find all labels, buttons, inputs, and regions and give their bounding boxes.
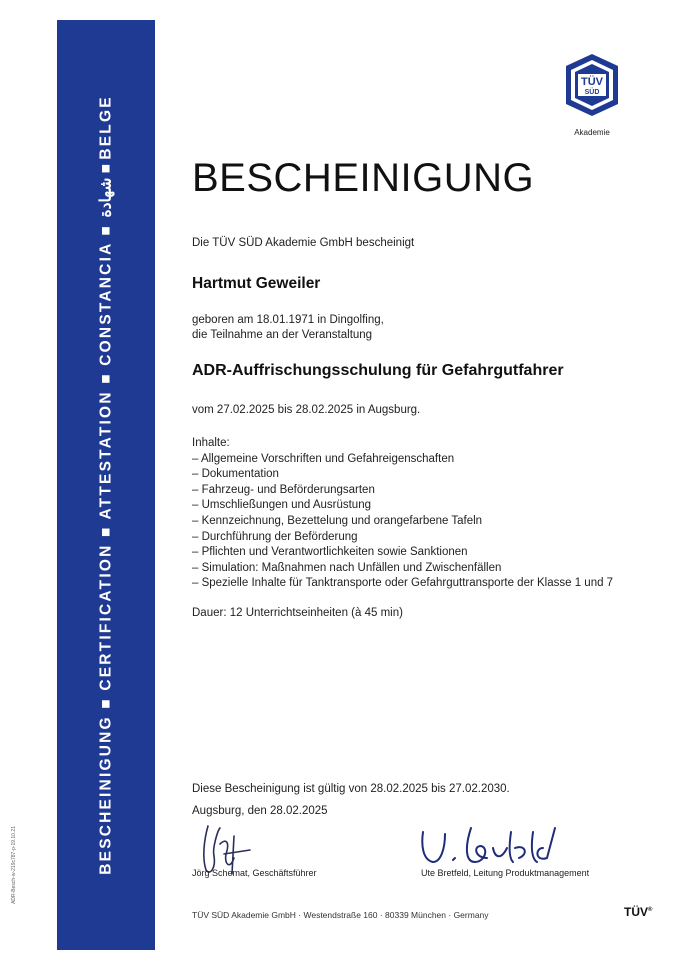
list-item: – Fahrzeug- und Beförderungsarten (192, 483, 375, 496)
validity-line: Diese Bescheinigung ist gültig von 28.02.2025 bis 27.02.2030. (192, 783, 510, 795)
logo-mark-sub: SÜD (584, 89, 600, 96)
issuer-line: Die TÜV SÜD Akademie GmbH bescheinigt (192, 237, 415, 249)
course-title: ADR-Auffrischungsschulung für Gefahrgutfahrer (192, 362, 564, 379)
document-title: BESCHEINIGUNG (192, 156, 535, 200)
list-item: – Durchführung der Beförderung (192, 530, 358, 543)
list-item: – Dokumentation (192, 468, 279, 481)
birth-line: geboren am 18.01.1971 in Dingolfing, (192, 314, 384, 326)
list-item: – Allgemeine Vorschriften und Gefahreigenschaften (192, 452, 455, 465)
logo-subtitle: Akademie (574, 128, 610, 137)
footer-address: TÜV SÜD Akademie GmbH · Westendstraße 160 · 80339 München · Germany (192, 910, 489, 920)
list-item: – Pflichten und Verantwortlichkeiten sowie Sanktionen (192, 546, 468, 559)
tuv-sud-logo (557, 52, 627, 132)
list-item: – Simulation: Maßnahmen nach Unfällen und Zwischenfällen (192, 561, 502, 574)
participation-line: die Teilnahme an der Veranstaltung (192, 329, 373, 341)
list-item: – Spezielle Inhalte für Tanktransporte oder Gefahrguttransporte der Klasse 1 und 7 (192, 577, 614, 590)
list-item: – Kennzeichnung, Bezettelung und orangefarbene Tafeln (192, 514, 483, 527)
contents-list (192, 436, 613, 592)
side-band-text: BESCHEINIGUNG ■ CERTIFICATION ■ ATTESTATION ■ CONSTANCIA ■ شهادة ■ BELGE (97, 95, 115, 875)
side-band (57, 20, 155, 950)
signatory-2: Ute Bretfeld, Leitung Produktmanagement (421, 868, 590, 878)
contents-heading: Inhalte: (192, 437, 230, 449)
place-date: Augsburg, den 28.02.2025 (192, 805, 328, 817)
signatory-1: Jörg Schemat, Geschäftsführer (192, 868, 317, 878)
logo-mark: TÜV (581, 76, 603, 88)
form-code: ADR-Besch-w-219c787-p-19.10.21 (11, 826, 17, 904)
footer-logo-mark: ® (648, 907, 653, 913)
footer-logo-text: TÜV (624, 905, 648, 919)
recipient-name: Hartmut Geweiler (192, 275, 321, 292)
dates-line: vom 27.02.2025 bis 28.02.2025 in Augsburg. (192, 404, 421, 416)
duration: Dauer: 12 Unterrichtseinheiten (à 45 min) (192, 607, 403, 619)
list-item: – Umschließungen und Ausrüstung (192, 499, 371, 512)
footer-logo (624, 905, 652, 919)
